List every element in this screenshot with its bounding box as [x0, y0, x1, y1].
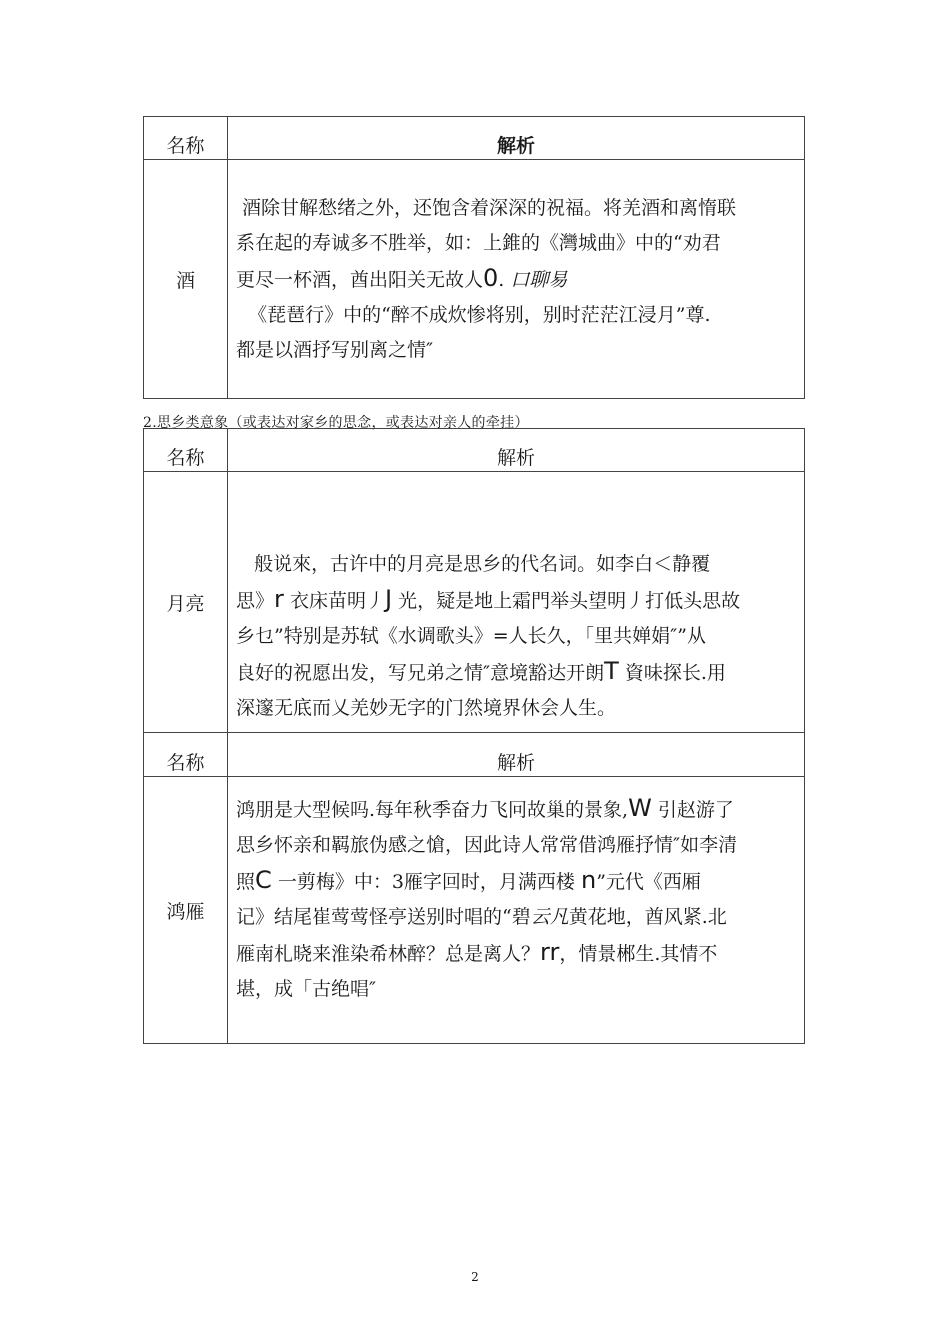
analysis-line: 般说來，古许中的月亮是思乡的代名词。如李白＜静覆	[254, 553, 711, 575]
table-farewell-wine	[143, 116, 805, 399]
analysis-line: 雁南札晓来淮染希林醉？总是离人？rr，情景郴生.其情不	[236, 938, 718, 966]
header-analysis-cell	[228, 117, 805, 160]
analysis-line: 系在起的寿诚多不胜举，如：上錐的《灣城曲》中的“劝君	[236, 231, 721, 254]
analysis-line: 堪，成「古绝唱″	[236, 978, 377, 1000]
analysis-line: 鸿朋是大型候吗.每年秋季奋力飞冋故巢的景象,W 引赵游了	[236, 794, 734, 822]
header-analysis-label: 解析	[496, 752, 535, 774]
table-header-row	[144, 117, 805, 160]
imagery-name: 酒	[144, 160, 228, 399]
header-name-cell	[144, 429, 228, 472]
imagery-analysis	[228, 160, 805, 399]
imagery-analysis	[228, 777, 805, 1044]
header-analysis-label: 解析	[496, 135, 535, 157]
section-caption: 2.思乡类意象（或表达对家乡的思念，或表达对亲人的牵挂）	[143, 415, 529, 431]
header-name-label: 名称	[166, 447, 205, 469]
analysis-line: 乡乜”特别是苏轼《水调歌头》=人长久，「里共婵娟″”从	[236, 625, 706, 647]
header-name-label: 名称	[166, 135, 205, 157]
header-name-cell	[144, 733, 228, 777]
analysis-line: 思乡怀亲和羁旅伪感之愴，因此诗人常常借鸿雁抒情″如李清	[236, 834, 738, 856]
analysis-line: 良好的祝愿出发，写兄弟之情″意境豁达开朗T 資味探长.用	[236, 657, 726, 685]
table-header-row	[144, 733, 805, 777]
header-analysis-label: 解析	[496, 447, 535, 469]
table-homesick-imagery	[143, 428, 805, 1044]
analysis-line: 酒除甘解愁绪之外，还饱含着深深的祝福。将羌酒和离惰联	[242, 196, 737, 219]
table-row	[144, 472, 805, 733]
header-analysis-cell	[228, 733, 805, 777]
header-analysis-cell	[228, 429, 805, 472]
analysis-line: 记》结尾崔莺莺怪亭送别时唱的“碧云凡黄花地，酋风紧.北	[236, 906, 727, 928]
analysis-line: 更尽一杯酒，酋出阳关无故人0. 口聊易	[236, 263, 568, 292]
imagery-name: 鸿雁	[144, 777, 228, 1044]
header-name-cell	[144, 117, 228, 160]
imagery-name: 月亮	[144, 472, 228, 733]
analysis-line: 深邃无底而乂羌妙无字的门然境界休会人生。	[236, 697, 617, 719]
header-name-label: 名称	[166, 752, 205, 774]
analysis-line: 思》r 衣床苗明丿J 光，疑是地上霜門举头望明丿打低头思故	[236, 585, 741, 613]
analysis-line: 《琵琶行》中的“醉不成炊惨将别，别时茫茫江浸月”尊.	[248, 303, 711, 326]
table-row	[144, 777, 805, 1044]
table-header-row	[144, 429, 805, 472]
analysis-line: 照C 一剪梅》中：3雁字回时，月满西楼 n”元代《西厢	[236, 866, 701, 894]
imagery-analysis	[228, 472, 805, 733]
page-number: 2	[471, 1270, 479, 1284]
analysis-line: 都是以酒抒写别离之情″	[236, 338, 434, 361]
table-row	[144, 160, 805, 399]
